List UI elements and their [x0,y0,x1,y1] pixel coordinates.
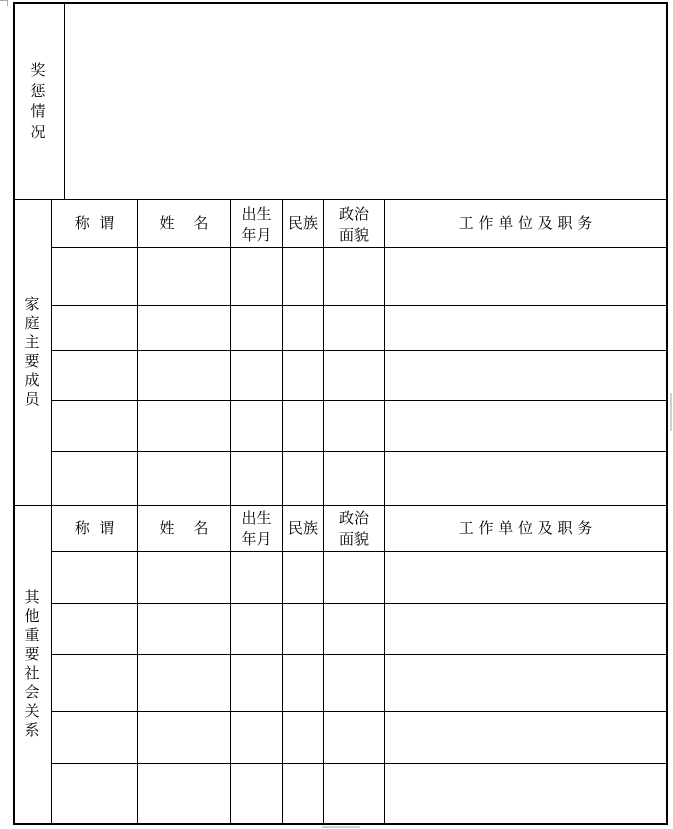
social-label-char: 会 [24,683,40,701]
family-row-line [51,451,667,452]
family-label-char: 员 [24,390,40,408]
social-label-char: 社 [24,664,40,682]
social-col-line [137,506,138,824]
social-row-line [51,603,667,604]
family-col-line [323,200,324,505]
family-header-political-line1: 政治 [338,205,369,223]
family-label-char: 要 [24,352,40,370]
family-header-name: 姓 名 [159,214,209,232]
family-header-ethnicity: 民族 [287,214,318,232]
family-col-line [137,200,138,505]
social-label-char: 系 [24,721,40,739]
family-header-birth-line1: 出生 [241,205,272,223]
section-divider-awards-family [13,199,668,200]
family-col-line [384,200,385,505]
page-edge-mark-bottom [322,826,360,828]
social-header-ethnicity: 民族 [287,519,318,537]
social-label-char: 关 [24,702,40,720]
social-label-char: 他 [24,607,40,625]
awards-label-char: 奖 [30,61,46,79]
social-header-political-line2: 面貌 [338,530,369,548]
family-col-line [282,200,283,505]
family-label-char: 庭 [24,314,40,332]
page-edge-mark-right [670,393,672,431]
social-header-underline [51,551,667,552]
social-col-line [384,506,385,824]
social-row-line [51,763,667,764]
family-header-political-line2: 面貌 [338,226,369,244]
social-header-birth-line1: 出生 [241,509,272,527]
awards-section-label [28,60,48,142]
family-header-birth-line2: 年月 [241,226,272,244]
awards-label-char: 惩 [30,81,46,100]
family-label-char: 家 [24,295,40,313]
social-col-line [230,506,231,824]
awards-label-char: 况 [30,122,46,141]
table-border-right [666,2,668,825]
social-label-char: 要 [24,645,40,663]
social-label-char: 重 [24,626,40,644]
social-header-relation: 称 谓 [74,519,115,537]
social-col-line [323,506,324,824]
social-header-name: 姓 名 [159,519,209,537]
social-header-work: 工 作 单 位 及 职 务 [458,519,593,537]
table-border-left [13,2,15,825]
social-col-line [282,506,283,824]
family-header-work: 工 作 单 位 及 职 务 [458,214,593,232]
section-divider-family-social [13,505,668,506]
social-section-label [22,588,42,740]
family-label-char: 主 [24,333,40,351]
family-row-line [51,400,667,401]
family-header-relation: 称 谓 [74,214,115,232]
table-border-bottom [13,823,668,825]
family-col-line [230,200,231,505]
awards-label-char: 情 [30,102,46,120]
social-header-political-line1: 政治 [338,509,369,527]
family-section-label [22,295,42,409]
awards-content-cell[interactable] [66,4,665,198]
social-header-birth-line2: 年月 [241,530,272,548]
family-label-char: 成 [24,371,40,389]
social-row-line [51,711,667,712]
social-label-char: 其 [24,588,40,606]
family-row-line [51,350,667,351]
family-row-line [51,305,667,306]
social-row-line [51,654,667,655]
social-label-divider [51,506,52,824]
family-header-underline [51,247,667,248]
crop-mark-top-left-v [7,0,8,6]
family-label-divider [51,200,52,505]
awards-label-divider [64,3,65,199]
